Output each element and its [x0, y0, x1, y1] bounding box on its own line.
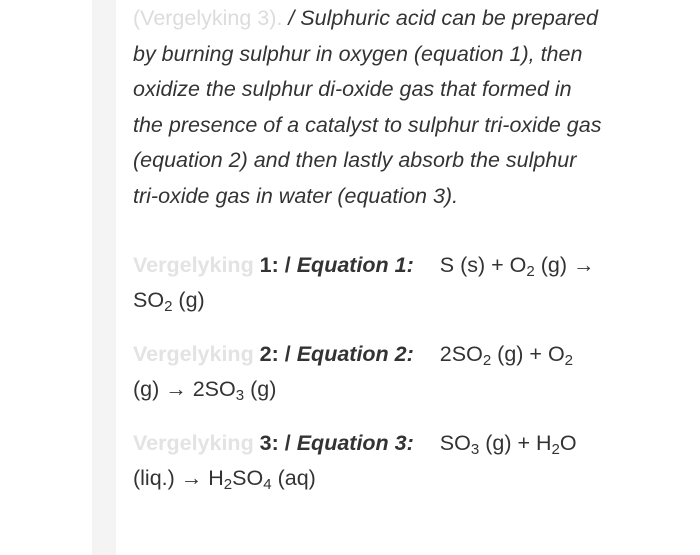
equation-1-label-num: 1: /	[253, 253, 297, 277]
equation-2-label-en: Equation 2:	[296, 342, 414, 366]
equation-3-formula: $SO_3$ $(g) + H_2O$ $(liq.) \to H_2SO_4$ (aq)	[133, 431, 577, 493]
equation-3-label-en: Equation 3:	[296, 431, 414, 455]
equation-1-formula: S $(s) + O_2$ $(g) \to SO_2$ (g)	[133, 253, 595, 315]
intro-paragraph	[133, 0, 603, 214]
equation-3	[133, 426, 603, 496]
equation-2-formula: $2SO_2$ $(g) + O_2$ $(g) \to 2SO_3$ (g)	[133, 342, 574, 404]
equation-2-label-num: 2: /	[253, 342, 297, 366]
equation-1	[133, 248, 603, 318]
equation-2-label-faded: Vergelyking	[133, 342, 254, 366]
faded-prefix: (Vergelyking 3).	[133, 6, 283, 30]
equation-3-label-num: 3: /	[253, 431, 297, 455]
paragraph-text: / Sulphuric acid can be prepared by burning sulphur in oxygen (equation 1), then oxidize the sulphur di-oxide gas that formed in the presence of a catalyst to sulphur tri-oxide gas (equation 2) and then lastly absorb the sulphur tri-oxide gas in water (equation 3).	[133, 6, 602, 208]
equation-1-label-faded: Vergelyking	[133, 253, 254, 277]
equation-3-label-faded: Vergelyking	[133, 431, 254, 455]
equation-2	[133, 337, 603, 407]
equation-1-label-en: Equation 1:	[296, 253, 414, 277]
document-content	[133, 0, 603, 496]
left-margin-bar	[92, 0, 116, 555]
